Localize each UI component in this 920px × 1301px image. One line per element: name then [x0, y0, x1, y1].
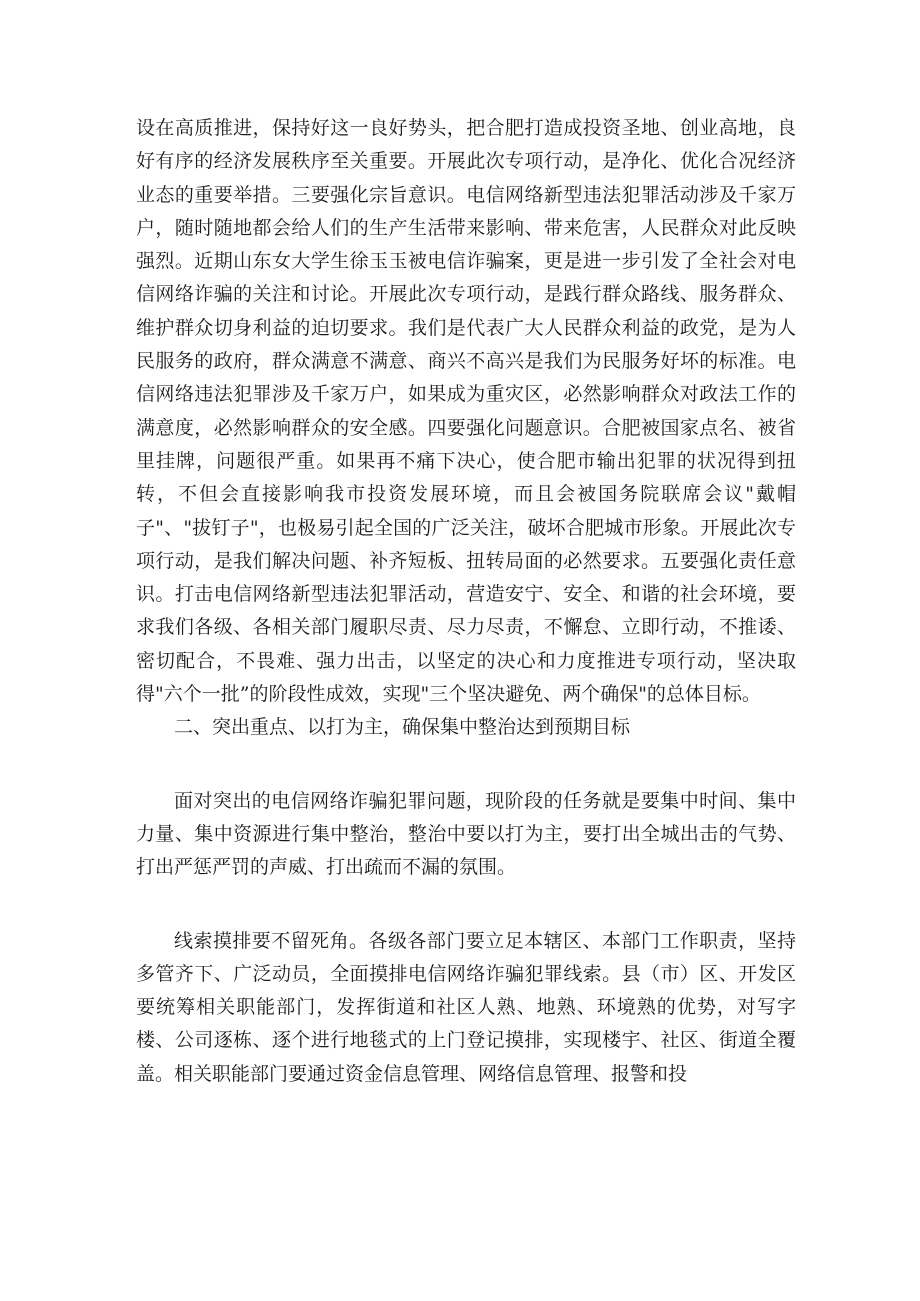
paragraph-continuation: 设在高质推进，保持好这一良好势头，把合肥打造成投资圣地、创业高地，良好有序的经济发展秩序至关重要。开展此次专项行动，是净化、优化合况经济业态的重要举措。三要强化宗旨意识。电信网络新型违法犯罪活动涉及千家万户，随时随地都会给人们的生产生活带来影响、带来危害，人民群众对此反映强烈。近期山东女大学生徐玉玉被电信诈骗案，更是进一步引发了全社会对电信网络诈骗的关注和讨论。开展此次专项行动，是践行群众路线、服务群众、维护群众切身利益的迫切要求。我们是代表广大人民群众利益的政党，是为人民服务的政府，群众满意不满意、商兴不高兴是我们为民服务好坏的标准。电信网络违法犯罪涉及千家万户，如果成为重灾区，必然影响群众对政法工作的满意度，必然影响群众的安全感。四要强化问题意识。合肥被国家点名、被省里挂牌，问题很严重。如果再不痛下决心，使合肥市输出犯罪的状况得到扭转，不但会直接影响我市投资发展环境，而且会被国务院联席会议"戴帽子"、"拔钉子"，也极易引起全国的广泛关注，破坏合肥城市形象。开展此次专项行动，是我们解决问题、补齐短板、扭转局面的必然要求。五要强化责任意识。打击电信网络新型违法犯罪活动，营造安宁、安全、和谐的社会环境，要求我们各级、各相关部门履职尽责、尽力尽责，不懈怠、立即行动，不推诿、密切配合，不畏难、强力出击，以坚定的决心和力度推进专项行动，坚决取得"六个一批”的阶段性成效，实现"三个坚决避免、两个确保"的总体目标。 [136, 117, 796, 706]
section-heading: 二、突出重点、以打为主，确保集中整治达到预期目标 [174, 716, 631, 739]
document-body [136, 112, 796, 1091]
paragraph-clue-investigation: 线索摸排要不留死角。各级各部门要立足本辖区、本部门工作职责，坚持多管齐下、广泛动员，全面摸排电信网络诈骗犯罪线索。县（市）区、开发区要统筹相关职能部门，发挥街道和社区人熟、地熟、环境熟的优势，对写字楼、公司逐栋、逐个进行地毯式的上门登记摸排，实现楼宇、社区、街道全覆盖。相关职能部门要通过资金信息管理、网络信息管理、报警和投 [136, 929, 796, 1085]
paragraph-intro: 面对突出的电信网络诈骗犯罪问题，现阶段的任务就是要集中时间、集中力量、集中资源进行集中整治，整治中要以打为主，要打出全城出击的气势、打出严惩严罚的声威、打出疏而不漏的氛围。 [136, 789, 796, 879]
